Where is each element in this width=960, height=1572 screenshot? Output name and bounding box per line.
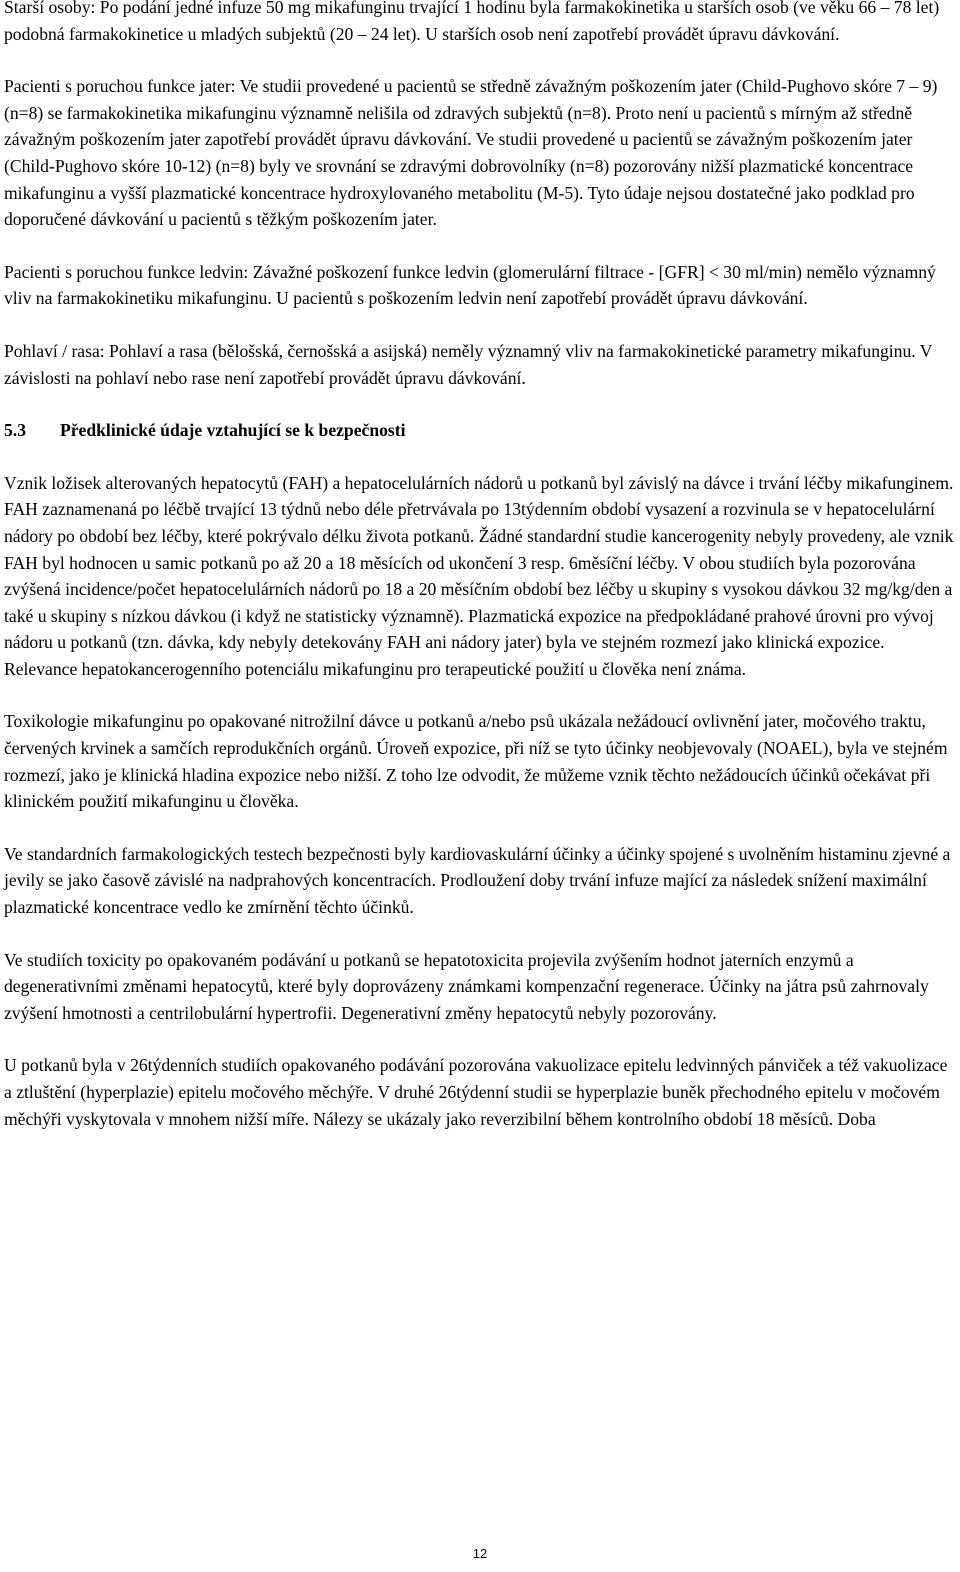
- page-number: 12: [472, 1546, 488, 1561]
- section-heading: [4, 417, 957, 444]
- paragraph-renal-impairment: Pacienti s poruchou funkce ledvin: Závažné poškození funkce ledvin (glomerulární filtrace - [GFR] < 30 ml/min) nemělo významný vliv na farmakokinetiku mikafunginu. U pacientů s poškozením ledvin není zapotřebí provádět úpravu dávkování.: [4, 261, 936, 309]
- paragraph-toxicology: Toxikologie mikafunginu po opakované nitrožilní dávce u potkanů a/nebo psů ukázala nežádoucí ovlivnění jater, močového traktu, červených krvinek a samčích reprodukčních orgánů. Úroveň expozice, při níž se tyto účinky neobjevovaly (NOAEL), byla ve stejném rozmezí, jako je klinická hladina expozice nebo nižší. Z toho lze odvodit, že můžeme vznik těchto nežádoucích účinků očekávat při klinickém použití mikafunginu u člověka.: [4, 711, 948, 812]
- paragraph-gender-race: Pohlaví / rasa: Pohlaví a rasa (bělošská, černošská a asijská) neměly významný vliv na farmakokinetické parametry mikafunginu. V závislosti na pohlaví nebo rase není zapotřebí provádět úpravu dávkování.: [4, 340, 933, 388]
- paragraph-safety-pharmacology: Ve standardních farmakologických testech bezpečnosti byly kardiovaskulární účinky a účinky spojené s uvolněním histaminu zjevné a jevily se jako časově závislé na nadprahových koncentracích. Prodloužení doby trvání infuze mající za následek snížení maximální plazmatické koncentrace vedlo ke zmírnění těchto účinků.: [4, 843, 951, 918]
- document-page: [4, 0, 957, 1132]
- paragraph-hepatic-impairment: Pacienti s poruchou funkce jater: Ve studii provedené u pacientů se středně závažným poškozením jater (Child-Pughovo skóre 7 – 9) (n=8) se farmakokinetika mikafunginu významně nelišila od zdravých subjektů (n=8). Proto není u pacientů s mírným až středně závažným poškozením jater zapotřebí provádět úpravu dávkování. Ve studii provedené u pacientů se závažným poškozením jater (Child-Pughovo skóre 10-12) (n=8) byly ve srovnání se zdravými dobrovolníky (n=8) pozorovány nižší plazmatické koncentrace mikafunginu a vyšší plazmatické koncentrace hydroxylovaného metabolitu (M-5). Tyto údaje nejsou dostatečné jako podklad pro doporučené dávkování u pacientů s těžkým poškozením jater.: [4, 76, 938, 230]
- paragraph-fah-tumors: Vznik ložisek alterovaných hepatocytů (FAH) a hepatocelulárních nádorů u potkanů byl závislý na dávce i trvání léčby mikafunginem. FAH zaznamenaná po léčbě trvající 13 týdnů nebo déle přetrvávala po 13týdenním období vysazení a rozvinula se v hepatocelulární nádory po období bez léčby, které pokrývalo délku života potkanů. Žádné standardní studie kancerogenity nebyly provedeny, ale vznik FAH byl hodnocen u samic potkanů po až 20 a 18 měsících od ukončení 3 resp. 6měsíční léčby. V obou studiích byla pozorována zvýšená incidence/počet hepatocelulárních nádorů po 18 a 20 měsíčním období bez léčby u skupiny s vysokou dávkou 32 mg/kg/den a také u skupiny s nízkou dávkou (i když ne statisticky významně). Plazmatická expozice na předpokládané prahové úrovni pro vývoj nádoru u potkanů (tzn. dávka, kdy nebyly detekovány FAH ani nádory jater) byla ve stejném rozmezí jako klinická expozice. Relevance hepatokancerogenního potenciálu mikafunginu pro terapeutické použití u člověka není známa.: [4, 472, 954, 679]
- paragraph-renal-vacuolization: U potkanů byla v 26týdenních studiích opakovaného podávání pozorována vakuolizace epitelu ledvinných pánviček a též vakuolizace a ztluštění (hyperplazie) epitelu močového měchýře. V druhé 26týdenní studii se hyperplazie buněk přechodného epitelu v močovém měchýři vyskytovala v mnohem nižší míře. Nálezy se ukázaly jako reverzibilní během kontrolního období 18 měsíců. Doba: [4, 1055, 948, 1129]
- section-number: 5.3: [4, 420, 26, 441]
- paragraph-elderly: Starší osoby: Po podání jedné infuze 50 mg mikafunginu trvající 1 hodinu byla farmakokinetika u starších osob (ve věku 66 – 78 let) podobná farmakokinetice u mladých subjektů (20 – 24 let). U starších osob není zapotřebí provádět úpravu dávkování.: [4, 0, 940, 44]
- section-title: Předklinické údaje vztahující se k bezpečnosti: [60, 420, 406, 441]
- paragraph-hepatotoxicity: Ve studiích toxicity po opakovaném podávání u potkanů se hepatotoxicita projevila zvýšením hodnot jaterních enzymů a degenerativními změnami hepatocytů, které byly doprovázeny známkami kompenzační regenerace. Účinky na játra psů zahrnovaly zvýšení hmotnosti a centrilobulární hypertrofii. Degenerativní změny hepatocytů nebyly pozorovány.: [4, 949, 929, 1023]
